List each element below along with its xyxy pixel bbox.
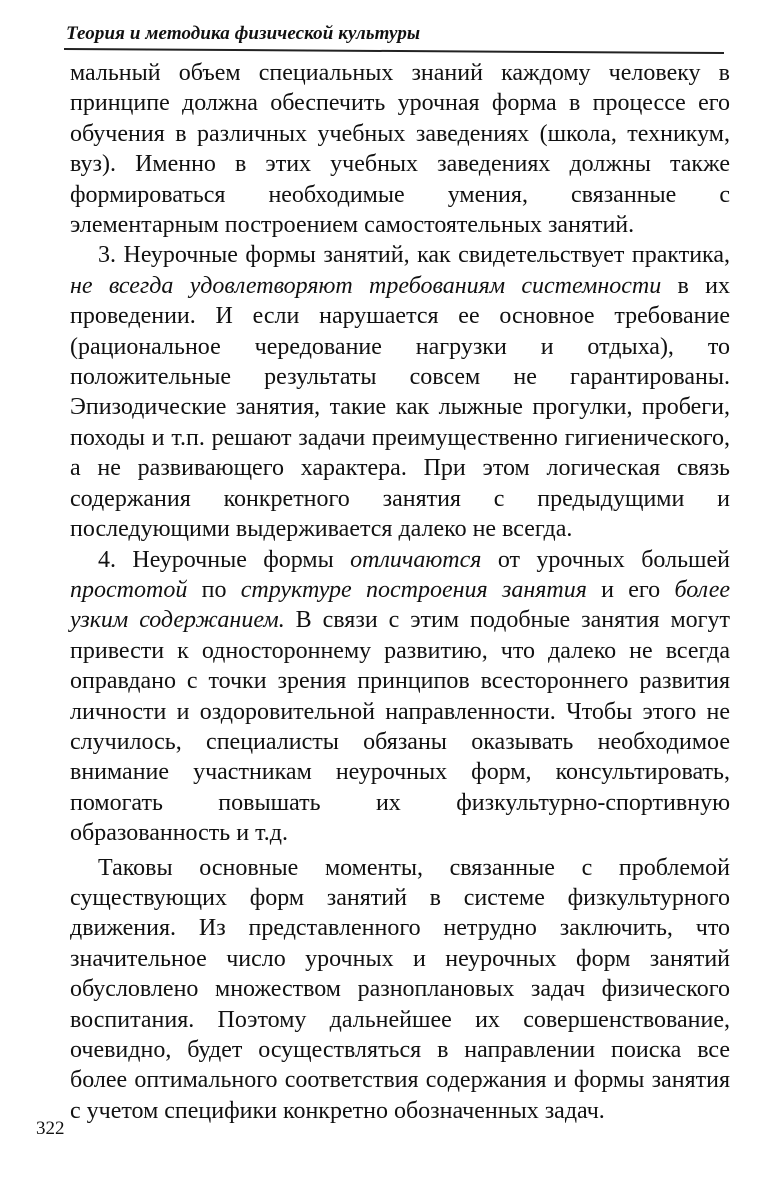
paragraph-point-3: [70, 240, 730, 544]
paragraph-text: мальный объем специальных знаний каждому человеку в принципе должна обеспечить урочная форма в процессе его обучения в различных учебных заведениях (школа, техникум, вуз). Именно в этих учебных заведениях должны также формироваться необходимые умения, связанные с элементарным построением самостоятельных занятий.: [70, 60, 730, 239]
paragraph-text: от урочных большей: [481, 546, 730, 573]
paragraph-text: В связи с этим подобные занятия могут привести к одностороннему развитию, что далеко не всегда оправдано с точки зрения принципов всестороннего развития личности и оздоровительной направленности. Чтобы этого не случилось, специалисты обязаны оказывать необходимое внимание участникам неурочных форм, консультировать, помогать повышать их физкультурно-спортивную образованность и т.д.: [70, 607, 730, 847]
page-number: 322: [36, 1118, 65, 1139]
running-header: Теория и методика физической культуры: [66, 23, 421, 44]
emphasis-text: отличаются: [350, 546, 482, 573]
paragraph-text: 3. Неурочные формы занятий, как свидетельствует практика,: [98, 242, 730, 269]
paragraph-continuation: [70, 58, 730, 240]
paragraph-point-4: [70, 545, 730, 849]
paragraph-text: 4. Неурочные формы: [98, 546, 351, 573]
emphasis-text: не всегда удовлетворяют требованиям системности: [70, 272, 662, 299]
emphasis-text: структуре построения занятия: [240, 576, 587, 603]
paragraph-text: в их проведении. И если нарушается ее основное требование (рациональное чередование нагрузки и отдыха), то положительные результаты совсем не гарантированы. Эпизодические занятия, такие как лыжные прогулки, пробеги, походы и т.п. решают задачи преимущественно гигиенического, а не развивающего характера. При этом логическая связь содержания конкретного занятия с предыдущими и последующими выдерживается далеко не всегда.: [70, 272, 730, 543]
header-rule: [64, 48, 724, 54]
emphasis-text: более узким содержанием.: [70, 576, 730, 634]
paragraph-text: Таковы основные моменты, связанные с проблемой существующих форм занятий в системе физкультурного движения. Из представленного нетрудно заключить, что значительное число урочных и неурочных форм занятий обусловлено множеством разноплановых задач физического воспитания. Поэтому дальнейшее их совершенствование, очевидно, будет осуществляться в направлении поиска все более оптимального соответствия содержания и формы занятия с учетом специфики конкретно обозначенных задач.: [70, 854, 730, 1124]
paragraph-conclusion: [70, 853, 730, 1127]
paragraph-text: и его: [586, 576, 675, 603]
paragraph-text: по: [187, 576, 241, 603]
body-text: [70, 58, 730, 1126]
emphasis-text: простотой: [70, 576, 188, 603]
